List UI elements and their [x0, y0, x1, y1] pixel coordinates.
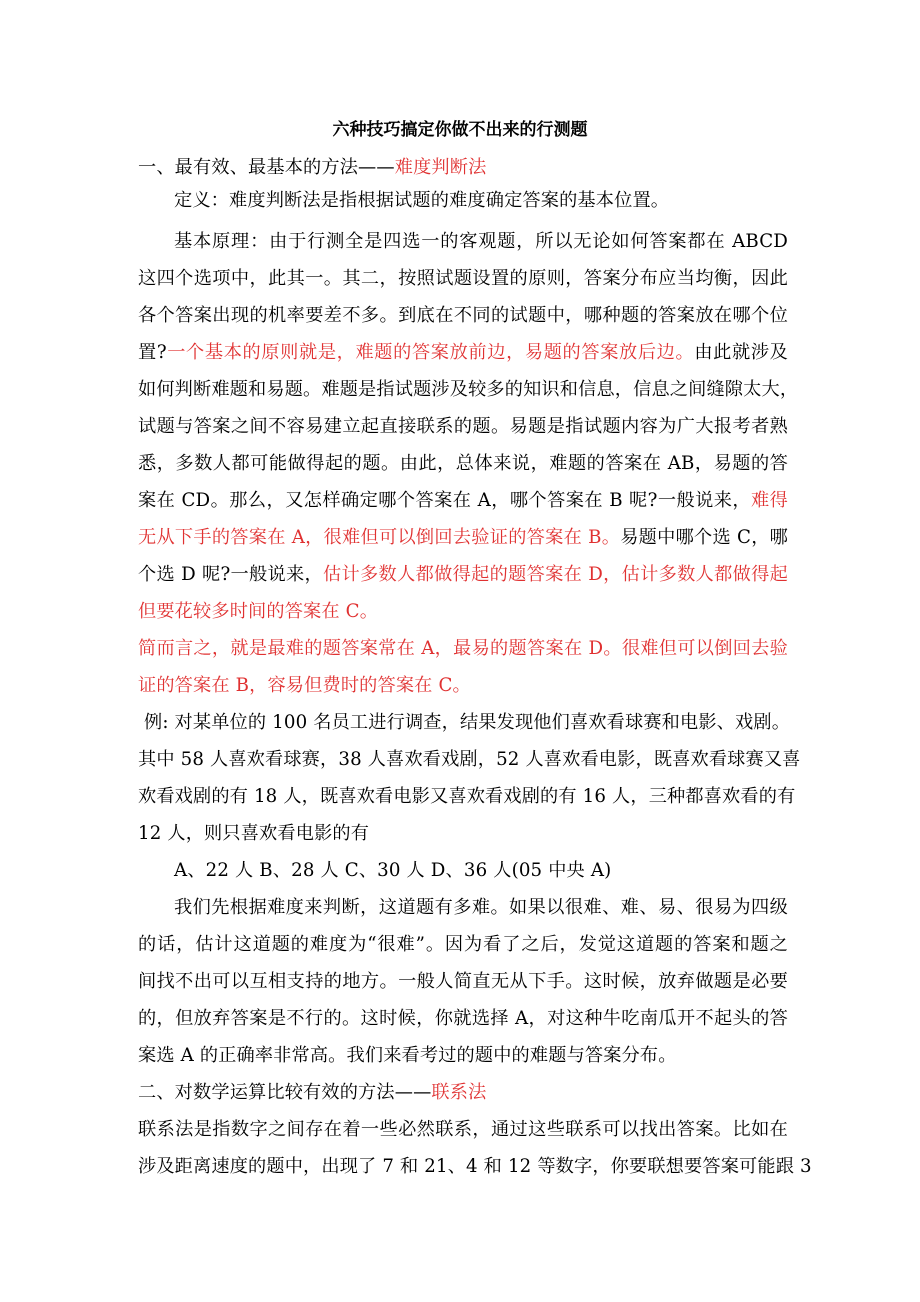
highlighted-text: 难度判断法	[394, 157, 487, 178]
text-segment: 如何判断难题和易题。难题是指试题涉及较多的知识和信息，信息之间缝隙太大，	[138, 379, 799, 400]
text-line	[144, 705, 791, 741]
text-segment: 欢看戏剧的有 18 人，既喜欢看电影又喜欢看戏剧的有 16 人，三种都喜欢看的有	[138, 786, 796, 807]
text-line	[138, 1075, 788, 1111]
text-segment: 的话，估计这道题的难度为“很难”。因为看了之后，发觉这道题的答案和题之	[138, 934, 788, 955]
text-line	[174, 890, 788, 926]
text-line	[138, 372, 799, 408]
text-line	[138, 150, 788, 186]
text-line	[138, 409, 788, 445]
text-segment: 我们先根据难度来判断，这道题有多难。如果以很难、难、易、很易为四级	[174, 897, 788, 918]
highlighted-text: 难得	[751, 490, 788, 511]
text-segment: 置?	[138, 342, 167, 363]
text-segment: 这四个选项中，此其一。其二，按照试题设置的原则，答案分布应当均衡，因此	[138, 268, 788, 289]
text-segment: 的，但放弃答案是不行的。这时候，你就选择 A，对这种牛吃南瓜开不起头的答	[138, 1008, 788, 1029]
text-line	[138, 261, 788, 297]
text-line	[138, 1001, 788, 1037]
text-line	[138, 483, 788, 519]
text-segment: 涉及距离速度的题中，出现了 7 和 21、4 和 12 等数字，你要联想要答案可能跟 3	[138, 1156, 812, 1177]
highlighted-text: 无从下手的答案在 A，很难但可以倒回去验证的答案在 B。	[138, 527, 621, 548]
highlighted-text: 但要花较多时间的答案在 C。	[138, 601, 379, 622]
text-segment: 联系法是指数字之间存在着一些必然联系，通过这些联系可以找出答案。比如在	[138, 1119, 788, 1140]
highlighted-text: 简而言之，就是最难的题答案常在 A，最易的题答案在 D。很难但可以倒回去验	[138, 638, 788, 659]
text-segment: 悉，多数人都可能做得起的题。由此，总体来说，难题的答案在 AB，易题的答	[138, 453, 788, 474]
highlighted-text: 估计多数人都做得起的题答案在 D，估计多数人都做得起	[323, 564, 788, 585]
highlighted-text: 联系法	[431, 1082, 487, 1103]
text-segment: 一、最有效、最基本的方法——	[138, 157, 395, 178]
text-line	[138, 335, 788, 371]
text-line	[138, 742, 801, 778]
text-line	[138, 594, 788, 630]
text-line	[174, 853, 788, 889]
text-segment: 例: 对某单位的 100 名员工进行调查，结果发现他们喜欢看球赛和电影、戏剧。	[144, 712, 791, 733]
text-segment: 二、对数学运算比较有效的方法——	[138, 1082, 432, 1103]
text-line	[138, 520, 788, 556]
text-segment: 案选 A 的正确率非常高。我们来看考过的题中的难题与答案分布。	[138, 1045, 677, 1066]
text-line	[138, 816, 788, 852]
text-line	[138, 446, 788, 482]
text-segment: 试题与答案之间不容易建立起直接联系的题。易题是指试题内容为广大报考者熟	[138, 416, 788, 437]
text-line	[138, 631, 788, 667]
text-segment: 12 人，则只喜欢看电影的有	[138, 823, 370, 844]
document-title: 六种技巧搞定你做不出来的行测题	[332, 120, 588, 140]
text-segment: 案在 CD。那么，又怎样确定哪个答案在 A，哪个答案在 B 呢?一般说来，	[138, 490, 752, 511]
text-line	[138, 1112, 788, 1148]
text-line	[138, 668, 788, 704]
text-line	[138, 1149, 812, 1185]
text-segment: 其中 58 人喜欢看球赛，38 人喜欢看戏剧，52 人喜欢看电影，既喜欢看球赛又喜	[138, 749, 801, 770]
text-segment: 个选 D 呢?一般说来，	[138, 564, 324, 585]
text-segment: 各个答案出现的机率要差不多。到底在不同的试题中，哪种题的答案放在哪个位	[138, 305, 788, 326]
text-line	[174, 183, 788, 219]
text-segment: A、22 人 B、28 人 C、30 人 D、36 人(05 中央 A)	[174, 860, 612, 881]
text-line	[138, 927, 788, 963]
text-segment: 定义：难度判断法是指根据试题的难度确定答案的基本位置。	[174, 190, 670, 211]
text-line	[138, 964, 788, 1000]
text-line	[174, 224, 788, 260]
highlighted-text: 证的答案在 B，容易但费时的答案在 C。	[138, 675, 471, 696]
text-line	[138, 557, 788, 593]
text-line	[138, 298, 788, 334]
highlighted-text: 一个基本的原则就是，难题的答案放前边，易题的答案放后边。	[166, 342, 695, 363]
text-segment: 易题中哪个选 C，哪	[620, 527, 789, 548]
text-line	[138, 779, 796, 815]
text-line	[138, 1038, 788, 1074]
text-segment: 基本原理：由于行测全是四选一的客观题，所以无论如何答案都在 ABCD	[174, 231, 788, 252]
text-segment: 间找不出可以互相支持的地方。一般人简直无从下手。这时候，放弃做题是必要	[138, 971, 788, 992]
text-segment: 由此就涉及	[694, 342, 788, 363]
